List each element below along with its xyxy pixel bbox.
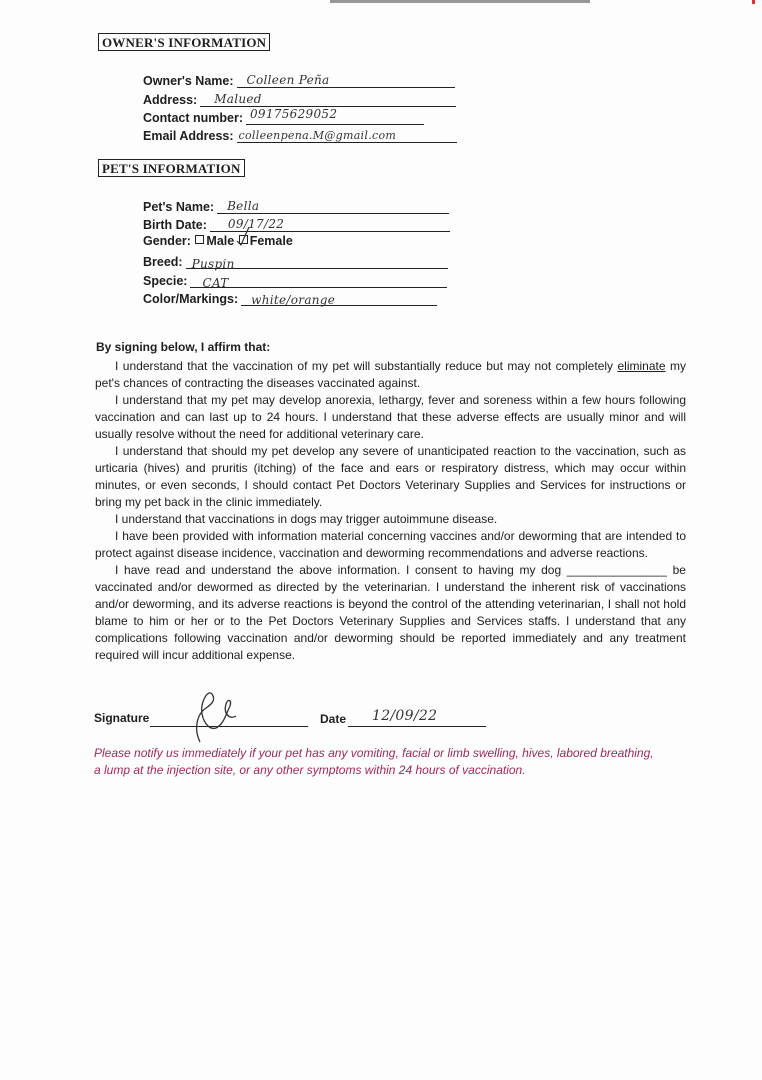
address-label: Address:: [143, 93, 198, 107]
affirmation-paragraph-5: I have been provided with information material concerning vaccines and/or deworming that are intended to protect against disease incidence, vaccination and deworming recommendations and adverse reactions.: [95, 529, 686, 560]
dog-name-blank[interactable]: _______________: [566, 563, 667, 577]
top-cut-line: [330, 0, 590, 3]
p1-text-a: I understand that the vaccination of my pet will substantially reduce but may not completely: [115, 359, 618, 373]
affirmation-paragraph-1: [95, 358, 686, 392]
affirmation-paragraph-2: I understand that my pet may develop anorexia, lethargy, fever and soreness within a few hours following vaccination and can last up to 24 hours. I understand that these adverse effects are usually minor and will usually resolve without the need for additional veterinary care.: [95, 393, 686, 441]
affirmation-paragraph-6: [95, 562, 686, 664]
email-field: [143, 125, 457, 143]
color-markings-field: [143, 288, 437, 306]
contact-label: Contact number:: [143, 111, 243, 125]
email-label: Email Address:: [143, 129, 234, 143]
male-checkbox[interactable]: [195, 235, 204, 244]
birth-date-label: Birth Date:: [143, 218, 207, 232]
date-label: Date: [320, 712, 347, 726]
female-label: Female: [249, 234, 293, 248]
specie-value: CAT: [202, 276, 229, 290]
email-value: colleenpena.M@gmail.com: [238, 129, 397, 142]
male-label: Male: [206, 234, 235, 248]
p6-text-b: be vaccinated and/or dewormed as directed by the veterinarian. I understand the inherent risk of vaccinations and/or deworming, and its adverse reactions is beyond the control of the attending veterinarian, I shall not hold blame to him or her or to the Pet Doctors Veterinary Supplies and Services staffs. I understand that any complications following vaccination and/or deworming should be reported immediately and any treatment required will incur additional expense.: [95, 563, 686, 662]
color-markings-value: white/orange: [251, 293, 336, 307]
gender-label: Gender:: [143, 234, 191, 248]
address-value: Malued: [214, 92, 262, 106]
date-value: 12/09/22: [372, 708, 438, 724]
date-line[interactable]: [348, 700, 486, 727]
affirmation-title: By signing below, I affirm that:: [96, 340, 271, 354]
address-line[interactable]: [200, 89, 456, 107]
specie-field: [143, 270, 447, 288]
female-check-mark: [236, 230, 250, 246]
owner-name-value: Colleen Peña: [246, 73, 330, 87]
color-markings-line[interactable]: [241, 288, 437, 306]
pet-name-line[interactable]: [217, 196, 449, 214]
red-mark: [752, 0, 755, 4]
breed-label: Breed:: [143, 255, 183, 269]
owner-info-heading: OWNER'S INFORMATION: [98, 33, 270, 51]
breed-value: Puspin: [191, 257, 235, 271]
color-markings-label: Color/Markings:: [143, 292, 239, 306]
p1-underlined: eliminate: [617, 359, 666, 373]
signature-label: Signature: [94, 711, 150, 725]
email-line[interactable]: [237, 125, 457, 143]
breed-field: [143, 251, 448, 269]
birth-date-field: [143, 214, 450, 232]
gender-field: [143, 234, 293, 248]
specie-label: Specie:: [143, 274, 188, 288]
contact-value: 09175629052: [250, 107, 338, 121]
contact-line[interactable]: [246, 107, 424, 125]
pet-info-heading: PET'S INFORMATION: [98, 159, 245, 177]
post-vaccination-notice: Please notify us immediately if your pet has any vomiting, facial or limb swelling, hives, labored breathing, a lump at the injection site, or any other symptoms within 24 hours of vaccination.: [94, 746, 654, 777]
p6-text-a: I have read and understand the above information. I consent to having my dog: [115, 563, 567, 577]
owner-name-label: Owner's Name:: [143, 74, 234, 88]
affirmation-paragraph-4: I understand that vaccinations in dogs may trigger autoimmune disease.: [115, 512, 498, 526]
owner-name-line[interactable]: [237, 70, 455, 88]
signature-row: [94, 700, 494, 730]
p1-text-b: my pet's chances of contracting the diseases vaccinated against.: [95, 359, 686, 390]
birth-date-value: 09/17/22: [227, 217, 285, 231]
breed-line[interactable]: [186, 251, 448, 269]
specie-line[interactable]: [190, 270, 447, 288]
owner-name-field: [143, 70, 455, 88]
affirmation-paragraph-3: I understand that should my pet develop any severe of unanticipated reaction to the vaccination, such as urticaria (hives) and pruritis (itching) of the face and ears or respiratory distress, which may occur within minutes, or even seconds, I should contact Pet Doctors Veterinary Supplies and Services for instructions or bring my pet back in the clinic immediately.: [95, 444, 686, 509]
pet-name-value: Bella: [227, 199, 260, 213]
handwritten-signature: [186, 690, 246, 745]
pet-name-field: [143, 196, 449, 214]
affirmation-body: [95, 358, 686, 664]
address-field: [143, 89, 456, 107]
contact-field: [143, 107, 424, 125]
pet-name-label: Pet's Name:: [143, 200, 215, 214]
